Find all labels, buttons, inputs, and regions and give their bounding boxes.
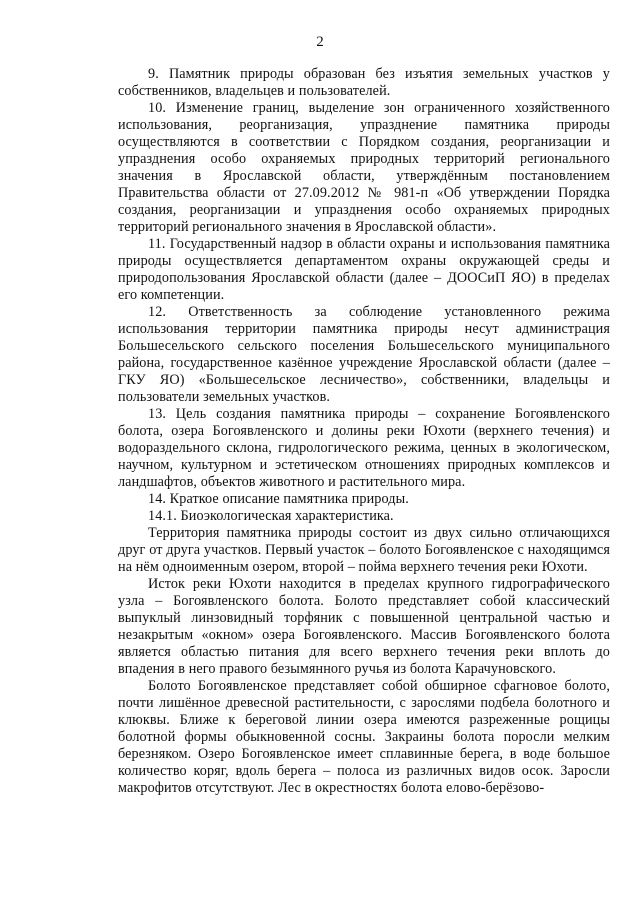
paragraph-11: 11. Государственный надзор в области охраны и использования памятника природы осуществляется департаментом охраны окружающей среды и природопользования Ярославской области (далее – ДООСиП ЯО) в пределах его компетенции.	[118, 236, 610, 303]
paragraph-14-1-heading: 14.1. Биоэкологическая характеристика.	[148, 508, 394, 524]
paragraph-13: 13. Цель создания памятника природы – сохранение Богоявленского болота, озера Богоявленского и долины реки Юхоти (верхнего течения) и водораздельного склона, гидрологического режима, ценных в экологическом, научном, культурном и эстетическом отношениях природных комплексов и ландшафтов, объектов животного и растительного мира.	[118, 406, 610, 490]
paragraph-river-source: Исток реки Юхоти находится в пределах крупного гидрографического узла – Богоявленского болота. Болото представляет собой классический выпуклый линзовидный торфяник с повышенной центральной частью и незакрытым «окном» озера Богоявленского. Массив Богоявленского болота является областью питания для всего верхнего течения реки вплоть до впадения в него правого безымянного ручья из болота Карачуновского.	[118, 576, 610, 677]
document-body	[118, 66, 610, 797]
page-number: 2	[316, 34, 324, 50]
paragraph-territory: Территория памятника природы состоит из двух сильно отличающихся друг от друга участков. Первый участок – болото Богоявленское с находящимся на нём одноименным озером, второй – пойма верхнего течения реки Юхоти.	[118, 525, 610, 575]
paragraph-12: 12. Ответственность за соблюдение установленного режима использования территории памятника природы несут администрация Большесельского сельского поселения Большесельского муниципального района, государственное казённое учреждение Ярославской области (далее – ГКУ ЯО) «Большесельское лесничество», собственники, владельцы и пользователи земельных участков.	[118, 304, 610, 405]
paragraph-14-heading: 14. Краткое описание памятника природы.	[148, 491, 409, 507]
paragraph-bog-description: Болото Богоявленское представляет собой обширное сфагновое болото, почти лишённое древесной растительности, с зарослями подбела болотного и клюквы. Ближе к береговой линии озера имеются разреженные рощицы болотной формы обыкновенной сосны. Закраины болота поросли мелким березняком. Озеро Богоявленское имеет сплавинные берега, в воде большое количество коряг, вдоль берега – полоса из различных видов осок. Заросли макрофитов отсутствуют. Лес в окрестностях болота елово-берёзово-	[118, 678, 610, 796]
paragraph-9: 9. Памятник природы образован без изъятия земельных участков у собственников, владельцев и пользователей.	[118, 66, 610, 99]
paragraph-10: 10. Изменение границ, выделение зон ограниченного хозяйственного использования, реорганизация, упразднение памятника природы осуществляются в соответствии с Порядком создания, реорганизации и упразднения особо охраняемых природных территорий регионального значения в Ярославской области, утверждённым постановлением Правительства области от 27.09.2012 № 981-п «Об утверждении Порядка создания, реорганизации и упразднения особо охраняемых природных территорий регионального значения в Ярославской области».	[118, 100, 610, 235]
